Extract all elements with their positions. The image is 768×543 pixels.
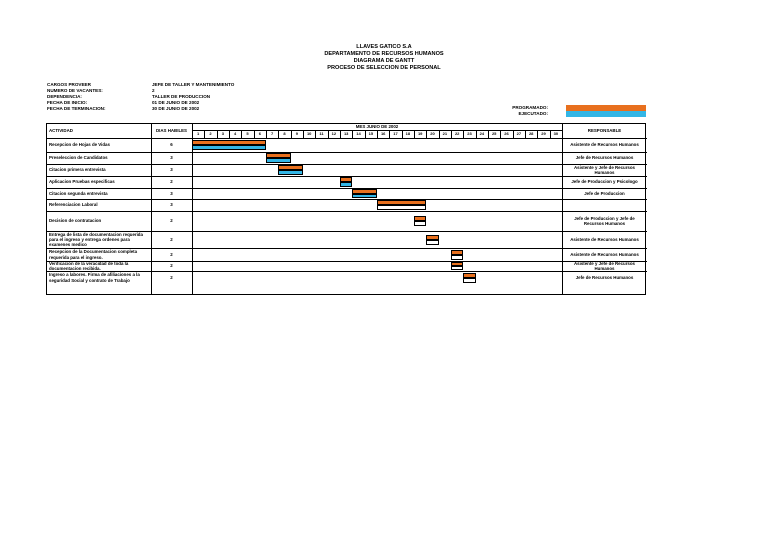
diagram-title: DIAGRAMA DE GANTT xyxy=(353,58,415,64)
activity-days: 3 xyxy=(170,167,173,173)
day-divider xyxy=(241,130,242,138)
day-number-label: 5 xyxy=(246,131,249,137)
activity-responsible: Jefe de Recursos Humanos xyxy=(575,155,634,161)
day-number-label: 7 xyxy=(271,131,274,137)
activity-responsible: Jefe de Produccion xyxy=(584,190,625,196)
day-number-label: 12 xyxy=(331,131,337,137)
process-title: PROCESO DE SELECCION DE PERSONAL xyxy=(327,65,441,71)
day-number-label: 4 xyxy=(234,131,237,137)
day-number-label: 24 xyxy=(479,131,485,137)
day-divider xyxy=(303,130,304,138)
day-divider xyxy=(328,130,329,138)
activity-days: 2 xyxy=(170,251,173,257)
col-header-responsible: RESPONSABLE xyxy=(587,128,622,134)
day-divider xyxy=(278,130,279,138)
day-divider xyxy=(550,130,551,138)
ejecutado-bar xyxy=(192,145,266,150)
activity-days: 2 xyxy=(170,179,173,185)
legend-ejecutado-label: EJECUTADO: xyxy=(518,111,548,116)
day-number-label: 29 xyxy=(541,131,546,137)
day-divider xyxy=(229,130,230,138)
legend-ejecutado-swatch xyxy=(566,111,646,117)
day-number-label: 2 xyxy=(209,131,212,137)
day-number-label: 30 xyxy=(553,131,559,137)
day-number-label: 25 xyxy=(491,131,497,137)
activity-days: 3 xyxy=(170,202,173,208)
activity-responsible xyxy=(564,199,645,211)
activity-days: 2 xyxy=(170,274,173,280)
day-number-label: 10 xyxy=(306,131,312,137)
day-divider xyxy=(389,130,390,138)
activity-responsible: Jefe de Produccion y Psicologo xyxy=(571,179,638,185)
day-number-label: 27 xyxy=(516,131,522,137)
info-label-cargo: CARGOS PROVEER xyxy=(47,82,91,87)
ejecutado-bar xyxy=(352,194,377,199)
gantt-table xyxy=(46,123,646,295)
ejecutado-bar-empty xyxy=(463,278,475,283)
day-divider xyxy=(402,130,403,138)
activity-responsible: Asistente y Jefe de Recursos Humanos xyxy=(573,164,635,175)
activity-name: Verificacion de la veracidad de toda la documentacion recibida. xyxy=(49,261,129,271)
ejecutado-bar xyxy=(278,170,303,175)
activity-responsible: Asistente y Jefe de Recursos Humanos xyxy=(573,261,635,271)
info-label-inicio: FECHA DE INICIO: xyxy=(47,100,88,105)
day-number-label: 19 xyxy=(417,131,423,137)
activity-days: 2 xyxy=(170,218,173,224)
day-divider xyxy=(463,130,464,138)
day-number-label: 13 xyxy=(343,131,349,137)
activity-responsible: Asistente de Recursos Humanos xyxy=(570,251,639,257)
activity-name: Recepcion de Hojas de Vidas xyxy=(49,142,110,148)
day-number-label: 14 xyxy=(356,131,361,137)
day-number-label: 11 xyxy=(319,131,324,137)
day-number-label: 26 xyxy=(504,131,509,137)
info-value-terminacion: 30 DE JUNIO DE 2002 xyxy=(152,106,200,111)
day-number-label: 6 xyxy=(258,131,261,137)
day-number-label: 23 xyxy=(467,131,472,137)
day-number-label: 21 xyxy=(442,131,448,137)
activity-name: Citacion segunda entrevista xyxy=(49,190,108,196)
day-number-label: 1 xyxy=(197,131,200,137)
day-divider xyxy=(315,130,316,138)
day-number-label: 15 xyxy=(368,131,374,137)
activity-name: Entrega de lista de documentacion requerida para el ingreso y entrega ordenes para examenes medico xyxy=(49,231,143,248)
day-divider xyxy=(451,130,452,138)
activity-name: Decision de contratacion xyxy=(49,218,102,224)
day-divider xyxy=(414,130,415,138)
ejecutado-bar-empty xyxy=(426,240,438,245)
ejecutado-bar-empty xyxy=(451,255,463,260)
department-name: DEPARTAMENTO DE RECURSOS HUMANOS xyxy=(324,51,444,57)
day-number-label: 9 xyxy=(295,131,298,137)
info-value-dependencia: TALLER DE PRODUCCION xyxy=(152,94,211,99)
month-label: MES JUNIO DE 2002 xyxy=(355,123,399,129)
column-divider xyxy=(562,124,563,294)
info-value-cargo: JEFE DE TALLER Y MANTENIMIENTO xyxy=(152,82,235,87)
info-value-vacantes: 2 xyxy=(152,88,155,93)
day-number-label: 18 xyxy=(405,131,411,137)
day-number-label: 8 xyxy=(283,131,286,137)
activity-name: Referenciacion Laboral xyxy=(49,202,98,208)
ejecutado-bar-empty xyxy=(414,221,426,226)
day-divider xyxy=(488,130,489,138)
day-divider xyxy=(525,130,526,138)
info-value-inicio: 01 DE JUNIO DE 2002 xyxy=(152,100,200,105)
activity-name: Preseleccion de Candidatos xyxy=(49,155,108,161)
activity-responsible: Asistente de Recursos Humanos xyxy=(570,142,639,148)
activity-days: 2 xyxy=(170,236,173,242)
day-divider xyxy=(537,130,538,138)
day-divider xyxy=(377,130,378,138)
day-divider xyxy=(426,130,427,138)
activity-name: Recepcion de la Documentacion completa requerida para el ingreso. xyxy=(49,249,138,260)
activity-days: 2 xyxy=(170,263,173,269)
info-label-terminacion: FECHA DE TERMINACION: xyxy=(47,106,106,111)
ejecutado-bar xyxy=(340,182,352,187)
activity-name: Citacion primera entrevista xyxy=(49,167,106,173)
day-divider xyxy=(204,130,205,138)
ejecutado-bar-empty xyxy=(451,266,463,270)
day-number-label: 17 xyxy=(393,131,398,137)
day-number-label: 16 xyxy=(380,131,386,137)
ejecutado-bar-empty xyxy=(377,205,426,210)
day-divider xyxy=(476,130,477,138)
day-divider xyxy=(439,130,440,138)
day-number-label: 20 xyxy=(430,131,435,137)
activity-responsible: Jefe de Recursos Humanos xyxy=(575,274,634,280)
col-header-activity: ACTIVIDAD xyxy=(49,128,73,134)
company-name: LLAVES GATICO S.A xyxy=(356,44,412,50)
activity-days: 3 xyxy=(170,190,173,196)
activity-name: Aplicacion Pruebas especificas xyxy=(49,179,115,185)
day-divider xyxy=(340,130,341,138)
day-number-label: 22 xyxy=(454,131,460,137)
activity-days: 6 xyxy=(170,142,173,148)
activity-name: Ingreso a labores. Firma de afiliaciones a la seguridad Social y contrato de Trabajo xyxy=(49,272,140,283)
day-divider xyxy=(291,130,292,138)
day-divider xyxy=(513,130,514,138)
activity-responsible: Asistente de Recursos Humanos xyxy=(570,236,639,242)
day-divider xyxy=(365,130,366,138)
day-divider xyxy=(500,130,501,138)
info-label-dependencia: DEPENDENCIA: xyxy=(47,94,82,99)
day-number-label: 28 xyxy=(528,131,534,137)
day-divider xyxy=(352,130,353,138)
day-number-label: 3 xyxy=(221,131,224,137)
col-header-days: DIAS HABILES xyxy=(156,128,187,134)
ejecutado-bar xyxy=(266,158,291,163)
day-divider xyxy=(254,130,255,138)
info-label-vacantes: NUMERO DE VACANTES: xyxy=(47,88,103,93)
activity-responsible: Jefe de Produccion y Jefe de Recursos Humanos xyxy=(574,215,635,226)
legend-programado-label: PROGRAMADO: xyxy=(512,105,548,110)
day-divider xyxy=(266,130,267,138)
day-divider xyxy=(217,130,218,138)
activity-days: 3 xyxy=(170,155,173,161)
